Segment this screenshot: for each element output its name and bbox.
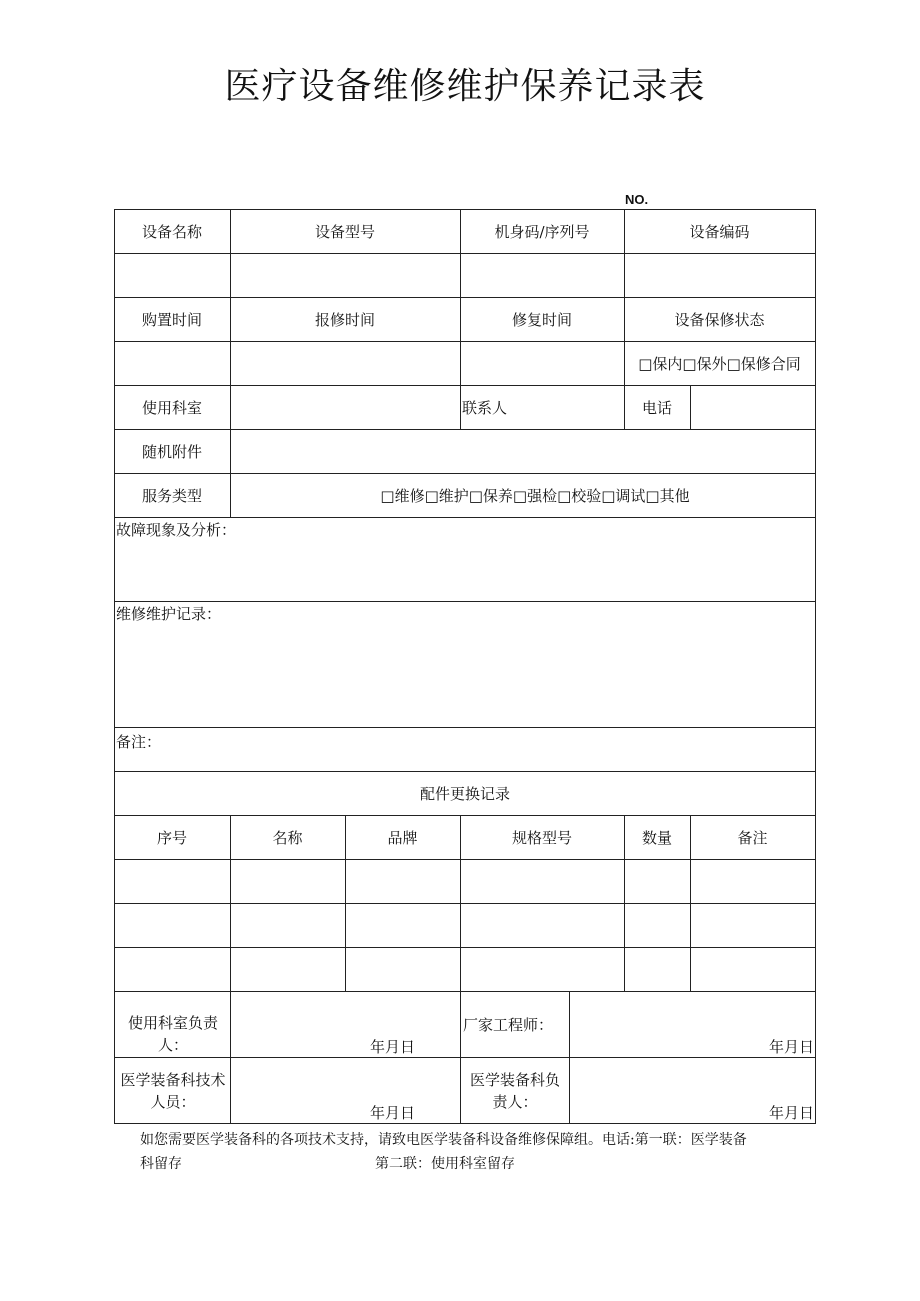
row-line	[114, 517, 816, 518]
footer-line-1: 如您需要医学装备科的各项技术支持，请致电医学装备科设备维修保障组。电话:第一联：医学装备	[140, 1132, 747, 1148]
footer-copy-1: 科留存	[140, 1156, 182, 1172]
purchase-time-field[interactable]	[114, 341, 230, 385]
page-title: 医疗设备维修维护保养记录表	[224, 66, 706, 107]
vendor-engineer-label: 厂家工程师：	[463, 1016, 554, 1034]
device-name-label: 设备名称	[141, 222, 202, 241]
device-code-label: 设备编码	[689, 222, 750, 241]
phone-field[interactable]	[690, 385, 815, 429]
table-border-right	[815, 209, 816, 1124]
accessories-field[interactable]	[230, 429, 815, 473]
parts-header-name: 名称	[272, 828, 303, 847]
table-row[interactable]	[115, 904, 815, 947]
service-type-label: 服务类型	[141, 486, 202, 505]
phone-label: 电话	[641, 398, 672, 417]
device-model-field[interactable]	[230, 253, 460, 297]
department-label: 使用科室	[141, 398, 202, 417]
department-head-label: 使用科室负责人：	[127, 1014, 218, 1054]
footer-note	[140, 1128, 820, 1176]
department-field[interactable]	[230, 385, 460, 429]
footer-line-2	[140, 1152, 820, 1176]
department-head-signature-field[interactable]	[231, 992, 459, 1056]
table-border-bottom	[114, 1123, 816, 1124]
vendor-engineer-signature-field[interactable]	[570, 992, 814, 1056]
fault-analysis-label: 故障现象及分析：	[116, 521, 237, 539]
footer-copy-2: 第二联：使用科室留存	[375, 1156, 515, 1172]
parts-header-spec: 规格型号	[511, 828, 572, 847]
serial-number-field[interactable]	[460, 253, 624, 297]
service-type-checkboxes[interactable]: □维修□维护□保养□强检□校验□调试□其他	[380, 486, 690, 505]
parts-header-index: 序号	[156, 828, 187, 847]
device-code-field[interactable]	[624, 253, 815, 297]
parts-header-brand: 品牌	[387, 828, 418, 847]
parts-header-quantity: 数量	[641, 828, 672, 847]
tech-staff-signature-field[interactable]	[231, 1058, 459, 1122]
department-head-date: 年月日	[370, 1038, 416, 1056]
report-time-field[interactable]	[230, 341, 460, 385]
remarks-field[interactable]	[160, 728, 815, 770]
accessories-label: 随机附件	[141, 442, 202, 461]
device-model-label: 设备型号	[314, 222, 375, 241]
equipment-head-date: 年月日	[769, 1104, 815, 1122]
fixed-time-label: 修复时间	[511, 310, 572, 329]
fixed-time-field[interactable]	[460, 341, 624, 385]
vendor-engineer-date: 年月日	[769, 1038, 815, 1056]
serial-number-label: 机身码/序列号	[494, 222, 590, 241]
remarks-label: 备注：	[116, 733, 162, 751]
device-name-field[interactable]	[114, 253, 230, 297]
warranty-options-checkboxes[interactable]: □保内□保外□保修合同	[638, 354, 801, 373]
table-row[interactable]	[115, 860, 815, 903]
parts-header-remark: 备注	[737, 828, 768, 847]
report-time-label: 报修时间	[314, 310, 375, 329]
table-row[interactable]	[115, 948, 815, 991]
tech-staff-label: 医学装备科技术人员：	[120, 1071, 226, 1111]
maintenance-record-field[interactable]	[115, 624, 815, 726]
equipment-head-label: 医学装备科负责人：	[469, 1071, 560, 1111]
purchase-time-label: 购置时间	[141, 310, 202, 329]
col-line	[460, 991, 461, 1123]
tech-staff-date: 年月日	[370, 1104, 416, 1122]
maintenance-record-label: 维修维护记录：	[116, 605, 222, 623]
row-line	[114, 601, 816, 602]
contact-person-label: 联系人	[462, 398, 508, 417]
warranty-status-label: 设备保修状态	[674, 310, 765, 329]
parts-replacement-title: 配件更换记录	[419, 784, 510, 803]
fault-analysis-field[interactable]	[115, 540, 815, 600]
form-number-label: NO.	[625, 192, 649, 207]
equipment-head-signature-field[interactable]	[570, 1058, 814, 1122]
